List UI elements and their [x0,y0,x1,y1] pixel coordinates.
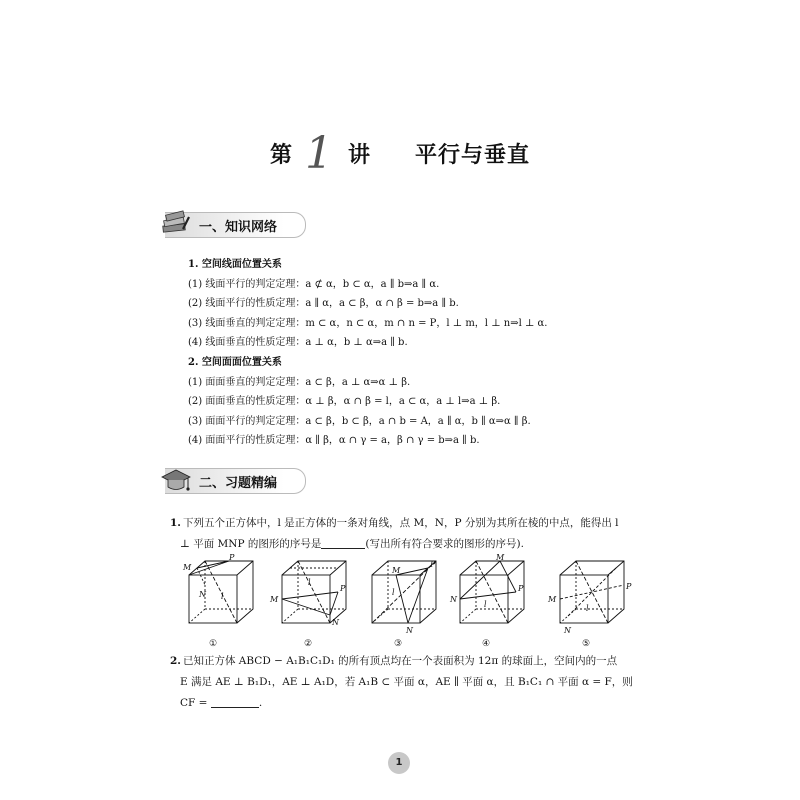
point-label-p: P [626,582,632,591]
line-label-l: l [586,604,589,613]
problem-text: 下列五个正方体中，l 是正方体的一条对角线，点 M，N，P 分别为其所在棱的中点，能得出 l [182,517,619,529]
knowledge-item: (4) 线面垂直的性质定理：a ⊥ α，b ⊥ α⇒a ∥ b. [188,337,408,349]
point-label-n: N [450,595,457,604]
point-label-n: N [406,626,413,635]
point-label-n: N [199,590,206,599]
line-label-l: l [308,578,311,587]
knowledge-item: (3) 面面平行的判定定理：a ⊂ β，b ⊂ β，a ∩ b = A，a ∥ α，b ∥ α⇒α ∥ β. [188,415,531,427]
problem-text: 已知正方体 ABCD − A₁B₁C₁D₁ 的所有顶点均在一个表面积为 12π 的球面上，空间内的一点 [182,655,618,667]
point-label-m: M [183,563,192,572]
graduation-cap-icon [159,465,193,495]
problem-text: . [258,697,263,709]
answer-blank[interactable] [211,707,259,708]
figure-number: ① [208,639,218,649]
line-label-l: l [392,588,395,597]
point-label-p: P [229,553,235,562]
cube-figure-2 [270,555,358,655]
figure-number: ⑤ [581,639,591,649]
title-prefix: 第 [269,143,293,168]
figure-number: ④ [481,639,491,649]
answer-blank[interactable] [321,548,365,549]
cube-figure-3 [368,555,448,655]
point-label-m: M [392,566,401,575]
cube-figure-5 [548,555,636,655]
point-label-p: P [340,584,346,593]
knowledge-item: (3) 线面垂直的判定定理：m ⊂ α，n ⊂ α，m ∩ n = P，l ⊥ m，l ⊥ n⇒l ⊥ α. [188,317,548,329]
problem-number: 2. [170,655,181,667]
line-label-l: l [484,600,487,609]
point-label-p: P [430,560,436,569]
knowledge-heading-1: 1. 空间线面位置关系 [188,259,282,270]
problem-1 [170,513,680,555]
knowledge-item: (2) 线面平行的性质定理：a ∥ α，a ⊂ β，α ∩ β = b⇒a ∥ b. [188,298,459,310]
page-title [0,128,800,179]
point-label-n: N [564,626,571,635]
point-label-m: M [270,595,279,604]
point-label-m: M [496,553,505,562]
section-label: 二、习题精编 [199,475,278,491]
books-icon [159,209,193,239]
section-header-exercises [165,468,306,494]
figure-number: ② [303,639,313,649]
problem-2 [170,651,670,714]
section-label: 一、知识网络 [199,219,278,235]
problem-text: E 满足 AE ⊥ B₁D₁，AE ⊥ A₁D，若 A₁B ⊂ 平面 α，AE ∥ 平面 α，且 B₁C₁ ∩ 平面 α = F，则 [180,676,633,688]
knowledge-item: (2) 面面垂直的性质定理：α ⊥ β，α ∩ β = l，a ⊂ α，a ⊥ l⇒a ⊥ β. [188,396,501,408]
problem-text: CF = [180,697,208,709]
point-label-p: P [518,584,524,593]
knowledge-heading-2: 2. 空间面面位置关系 [188,356,282,368]
cube-figure-1 [183,555,263,655]
point-label-m: M [548,595,557,604]
line-label-l: l [221,592,224,601]
section-header-knowledge [165,212,306,238]
problem-text: (写出所有符合要求的图形的序号). [365,538,524,550]
point-label-n: N [332,618,339,627]
problem-text: ⊥ 平面 MNP 的图形的序号是 [180,538,322,550]
title-suffix: 讲 [347,143,371,168]
figure-number: ③ [393,639,403,649]
title-numeral: 1 [304,128,334,179]
problem-number: 1. [170,517,181,529]
knowledge-item: (1) 面面垂直的判定定理：a ⊂ β，a ⊥ α⇒α ⊥ β. [188,376,411,388]
cube-figure-4 [450,553,536,655]
title-topic: 平行与垂直 [415,143,531,168]
page-number: 1 [388,752,410,774]
knowledge-list [188,255,748,451]
knowledge-item: (1) 线面平行的判定定理：a ⊄ α，b ⊂ α，a ∥ b⇒a ∥ α. [188,278,440,290]
knowledge-item: (4) 面面平行的性质定理：α ∥ β，α ∩ γ = a，β ∩ γ = b⇒a ∥ b. [188,435,480,447]
